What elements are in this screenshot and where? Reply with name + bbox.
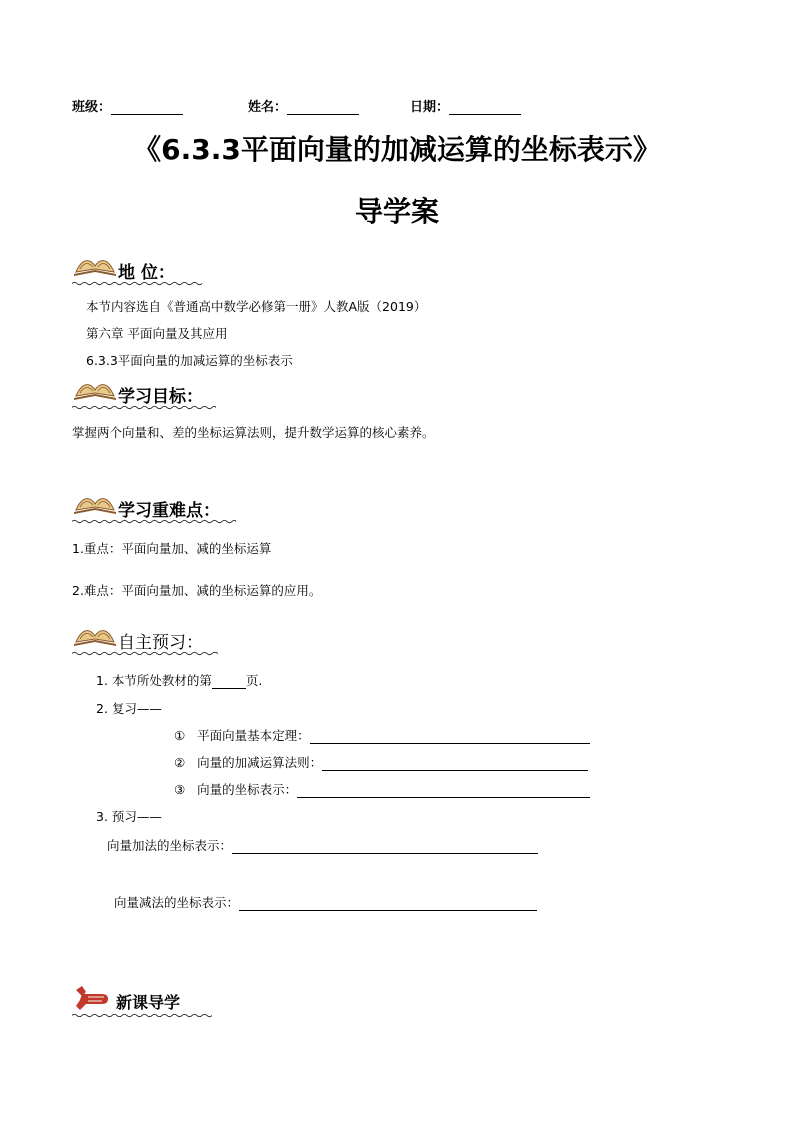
section-preview-header [72,622,218,656]
name-field [248,96,359,115]
wavy-underline [72,1013,212,1018]
review-3-number: ③ [174,782,186,797]
section-keypoints-title: 学习重难点： [118,501,220,521]
date-label: 日期： [410,100,450,115]
add-coordinate-label: 向量加法的坐标表示： [107,838,233,853]
date-blank[interactable] [449,101,521,115]
page-number-blank[interactable] [212,676,246,689]
open-book-icon [72,376,118,402]
preview-item-1-prefix: 1. 本节所处教材的第 [96,673,212,688]
review-1-number: ① [174,728,186,743]
class-field [72,96,183,115]
review-3-blank[interactable] [297,785,590,798]
page-subtitle: 导学案 [354,195,439,228]
key-point-1: 1.重点：平面向量加、减的坐标运算 [72,541,272,556]
section-position-title: 地 位： [118,263,175,283]
wavy-underline [72,281,202,286]
add-coordinate-blank[interactable] [232,841,538,854]
section-goals-title: 学习目标： [118,387,203,407]
sub-coordinate-row [114,893,537,911]
section-preview-title: 自主预习： [118,633,203,653]
page-title: 《6.3.3平面向量的加减运算的坐标表示》 [133,133,661,166]
position-line-1: 本节内容选自《普通高中数学必修第一册》人教A版（2019） [86,299,427,314]
wavy-underline [72,519,236,524]
preview-item-1-suffix: 页. [245,673,263,688]
sub-coordinate-blank[interactable] [239,898,537,911]
review-row-3 [174,780,590,798]
class-blank[interactable] [111,101,183,115]
review-1-label: 平面向量基本定理： [197,728,310,743]
preview-item-2: 2. 复习—— [96,701,162,716]
name-blank[interactable] [287,101,359,115]
sub-coordinate-label: 向量减法的坐标表示： [114,895,240,910]
review-row-2 [174,753,588,771]
review-row-1 [174,726,590,744]
wavy-underline [72,651,218,656]
goals-text: 掌握两个向量和、差的坐标运算法则，提升数学运算的核心素养。 [72,425,435,440]
date-field [410,96,521,115]
pointing-hand-icon [72,984,112,1014]
section-newlesson-header [72,984,212,1018]
open-book-icon [72,490,118,516]
open-book-icon [72,252,118,278]
add-coordinate-row [107,836,538,854]
section-keypoints-header [72,490,236,524]
review-2-number: ② [174,755,186,770]
key-point-2: 2.难点：平面向量加、减的坐标运算的应用。 [72,583,322,598]
preview-item-3: 3. 预习—— [96,809,162,824]
review-2-label: 向量的加减运算法则： [197,755,323,770]
review-3-label: 向量的坐标表示： [197,782,298,797]
position-line-3: 6.3.3平面向量的加减运算的坐标表示 [86,353,293,368]
class-label: 班级： [72,100,112,115]
section-goals-header [72,376,216,410]
section-position-header [72,252,202,286]
wavy-underline [72,405,216,410]
open-book-icon [72,622,118,648]
review-2-blank[interactable] [322,758,588,771]
review-1-blank[interactable] [310,731,590,744]
name-label: 姓名： [248,100,288,115]
section-newlesson-title: 新课导学 [116,993,181,1012]
preview-item-1 [96,671,262,689]
position-line-2: 第六章 平面向量及其应用 [86,326,228,341]
